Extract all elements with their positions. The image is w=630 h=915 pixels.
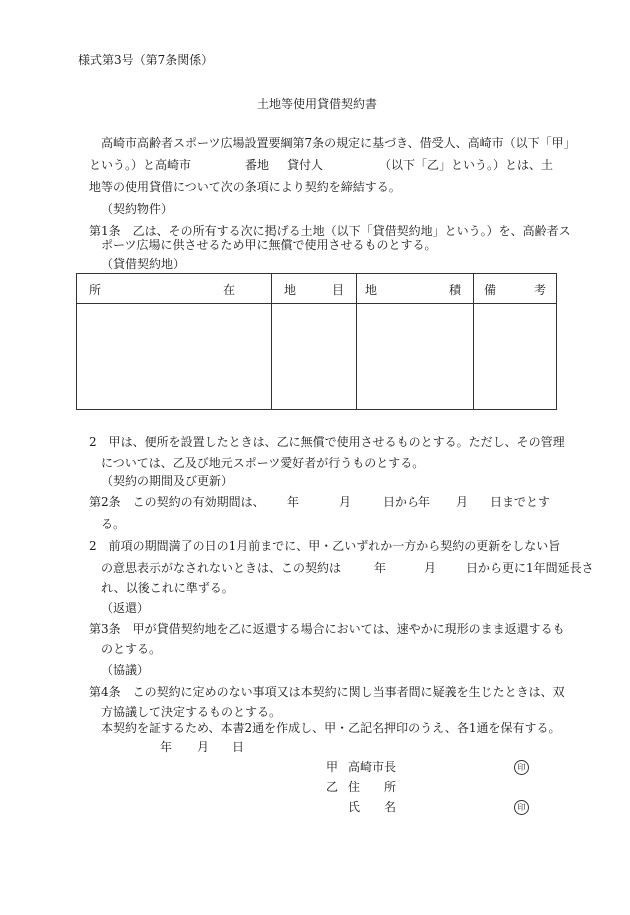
article-4-line-2: 方協議して決定するものとする。 xyxy=(101,705,282,719)
party-a-mayor: 高崎市長 xyxy=(348,760,397,774)
seal-a-mark: 印 xyxy=(514,760,529,775)
article-2-end-month: 月 xyxy=(456,495,469,509)
table-header-row xyxy=(77,274,557,304)
intro-line-2c: 貸付人 xyxy=(287,158,324,172)
intro-line-2d: （以下「乙」という。）とは、土 xyxy=(379,158,554,172)
party-b-name-label: 氏 名 xyxy=(348,800,397,814)
section-heading-consult: （協議） xyxy=(101,663,150,677)
header-remarks-char-2: 考 xyxy=(534,283,547,297)
header-location-char-2: 在 xyxy=(223,283,236,297)
article-1-line-1: 第1条 乙は、その所有する次に掲げる土地（以下「貸借契約地」という。）を、高齢者ス xyxy=(89,224,571,238)
cell-location[interactable] xyxy=(77,304,272,410)
intro-line-2a: という。）と高崎市 xyxy=(89,158,192,172)
header-location-char-1: 所 xyxy=(89,283,102,297)
article-2-start-month: 月 xyxy=(339,495,352,509)
renewal-month: 月 xyxy=(424,561,437,575)
closing-statement: 本契約を証するため、本書2通を作成し、甲・乙記名押印のうえ、各1通を保有する。 xyxy=(101,721,561,735)
header-category-char-2: 目 xyxy=(332,283,345,297)
renewal-line-2b: 日から更に1年間延長さ xyxy=(466,561,594,575)
section-heading-period: （契約の期間及び更新） xyxy=(101,474,234,488)
header-category-char-1: 地 xyxy=(284,283,297,297)
article-2-start-year: 年 xyxy=(287,495,300,509)
header-area-char-2: 積 xyxy=(449,283,462,297)
date-year: 年 xyxy=(160,740,173,754)
header-remarks xyxy=(474,274,557,304)
intro-line-3: 地等の使用貸借について次の条項により契約を締結する。 xyxy=(89,180,401,194)
form-number: 様式第3号（第7条関係） xyxy=(78,53,214,67)
table-row xyxy=(77,304,557,410)
header-area-char-1: 地 xyxy=(365,283,378,297)
article-1-line-2: ポーツ広場に供させるため甲に無償で使用させるものとする。 xyxy=(101,238,437,252)
party-b-label: 乙 xyxy=(326,780,339,794)
header-remarks-char-1: 備 xyxy=(484,283,497,297)
article-3-line-1: 第3条 甲が貸借契約地を乙に返還する場合においては、速やかに現形のまま返還するも xyxy=(89,622,565,636)
intro-line-1: 高崎市高齢者スポーツ広場設置要綱第7条の規定に基づき、借受人、高崎市（以下「甲」 xyxy=(101,136,576,150)
paragraph-2-line-2: については、乙及び地元スポーツ愛好者が行うものとする。 xyxy=(101,456,425,470)
article-2-lead: 第2条 この契約の有効期間は、 xyxy=(89,495,265,509)
cell-area[interactable] xyxy=(357,304,474,410)
article-2-start-day: 日から xyxy=(383,495,420,509)
article-4-line-1: 第4条 この契約に定めのない事項又は本契約に関し当事者間に疑義を生じたときは、双 xyxy=(89,685,565,699)
article-2-cont: る。 xyxy=(101,517,126,531)
header-area xyxy=(357,274,474,304)
document-title: 土地等使用貸借契約書 xyxy=(257,97,378,111)
seal-b-mark: 印 xyxy=(514,800,529,815)
paragraph-2-line-1: 2 甲は、便所を設置したときは、乙に無償で使用させるものとする。ただし、その管理 xyxy=(89,435,565,449)
plots-table xyxy=(76,273,557,410)
header-category xyxy=(272,274,357,304)
cell-remarks[interactable] xyxy=(474,304,557,410)
intro-line-2b: 番地 xyxy=(245,158,270,172)
article-3-line-2: のとする。 xyxy=(101,642,162,656)
renewal-line-3: れ、以後これに準ずる。 xyxy=(101,581,234,595)
party-b-address-label: 住 所 xyxy=(348,780,397,794)
article-2-end-year: 年 xyxy=(418,495,431,509)
cell-category[interactable] xyxy=(272,304,357,410)
section-heading-return: （返還） xyxy=(101,601,150,615)
section-heading-property: （契約物件） xyxy=(101,202,174,216)
header-location xyxy=(77,274,272,304)
renewal-year: 年 xyxy=(374,561,387,575)
renewal-line-2a: の意思表示がなされないときは、この契約は xyxy=(101,561,342,575)
party-a-label: 甲 xyxy=(326,760,339,774)
renewal-line-1: 2 前項の期間満了の日の1月前までに、甲・乙いずれか一方から契約の更新をしない旨 xyxy=(89,539,561,553)
date-month: 月 xyxy=(197,740,210,754)
article-2-end-day: 日までとす xyxy=(490,495,551,509)
date-day: 日 xyxy=(232,740,245,754)
section-heading-plots: （貸借契約地） xyxy=(101,257,186,271)
